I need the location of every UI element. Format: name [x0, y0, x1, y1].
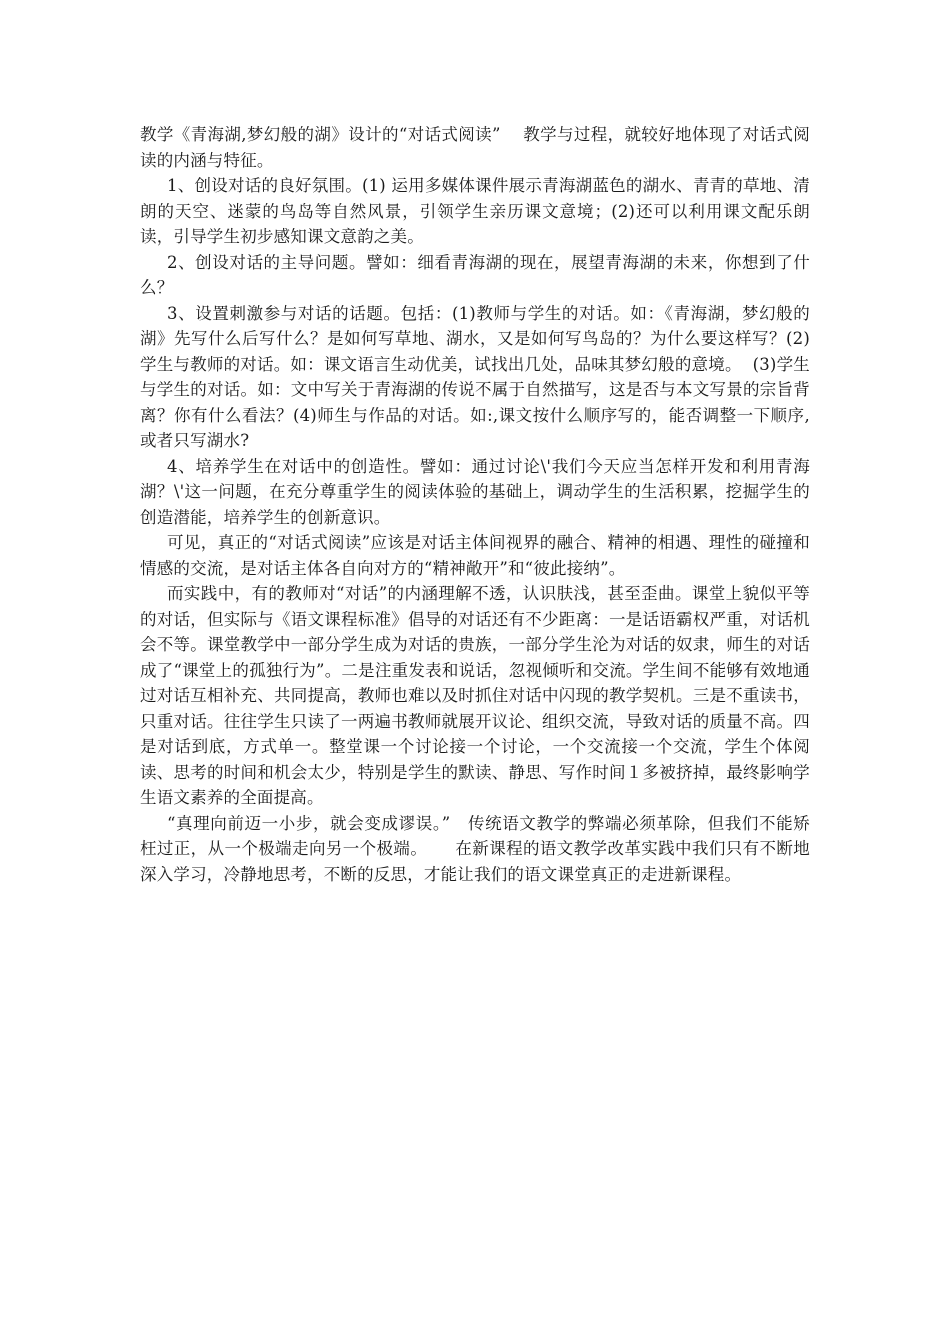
paragraph-summary: 可见，真正的“对话式阅读”应该是对话主体间视界的融合、精神的相遇、理性的碰撞和情感的交流，是对话主体各自向对方的“精神敞开”和“彼此接纳”。 [140, 533, 810, 578]
paragraph-point-1: 1、创设对话的良好氛围。(1) 运用多媒体课件展示青海湖蓝色的湖水、青青的草地、清朗的天空、迷蒙的鸟岛等自然风景，引领学生亲历课文意境；(2)还可以利用课文配乐朗读，引导学生初步感知课文意韵之美。 [140, 176, 810, 246]
paragraph-point-3: 3、设置刺激参与对话的话题。包括：(1)教师与学生的对话。如：《青海湖，梦幻般的湖》先写什么后写什么？是如何写草地、湖水，又是如何写鸟岛的？为什么要这样写？(2)学生与教师的对话。如：课文语言生动优美，试找出几处，品味其梦幻般的意境。 (3)学生与学生的对话。如：文中写关于青海湖的传说不属于自然描写，这是否与本文写景的宗旨背离？你有什么看法？(4)师生与作品的对话。如:,课文按什么顺序写的，能否调整一下顺序,或者只写湖水? [140, 303, 810, 450]
paragraph-point-2: 2、创设对话的主导问题。譬如：细看青海湖的现在，展望青海湖的未来，你想到了什么？ [140, 252, 810, 297]
paragraph-conclusion: “真理向前迈一小步，就会变成谬误。” 传统语文教学的弊端必须革除，但我们不能矫枉过正，从一个极端走向另一个极端。 在新课程的语文教学改革实践中我们只有不断地深入学习，冷静地思考，不断的反思，才能让我们的语文课堂真正的走进新课程。 [140, 813, 810, 884]
paragraph-practice-problems: 而实践中，有的教师对“对话”的内涵理解不透，认识肤浅，甚至歪曲。课堂上貌似平等的对话，但实际与《语文课程标准》倡导的对话还有不少距离：一是话语霸权严重，对话机会不等。课堂教学中一部分学生成为对话的贵族，一部分学生沦为对话的奴隶，师生的对话成了“课堂上的孤独行为”。二是注重发表和说话，忽视倾听和交流。学生间不能够有效地通过对话互相补充、共同提高，教师也难以及时抓住对话中闪现的教学契机。三是不重读书，只重对话。往往学生只读了一两遍书教师就展开议论、组织交流，导致对话的质量不高。四是对话到底，方式单一。整堂课一个讨论接一个讨论，一个交流接一个交流，学生个体阅读、思考的时间和机会太少，特别是学生的默读、静思、写作时间１多被挤掉，最终影响学生语文素养的全面提高。 [140, 584, 810, 807]
document-page [140, 122, 810, 887]
paragraph-point-4: 4、培养学生在对话中的创造性。譬如：通过讨论\'我们今天应当怎样开发和利用青海湖？\'这一问题，在充分尊重学生的阅读体验的基础上，调动学生的生活积累，挖掘学生的创造潜能，培养学生的创新意识。 [140, 456, 810, 527]
paragraph-intro: 教学《青海湖,梦幻般的湖》设计的“对话式阅读” 教学与过程，就较好地体现了对话式阅读的内涵与特征。 [140, 125, 810, 170]
